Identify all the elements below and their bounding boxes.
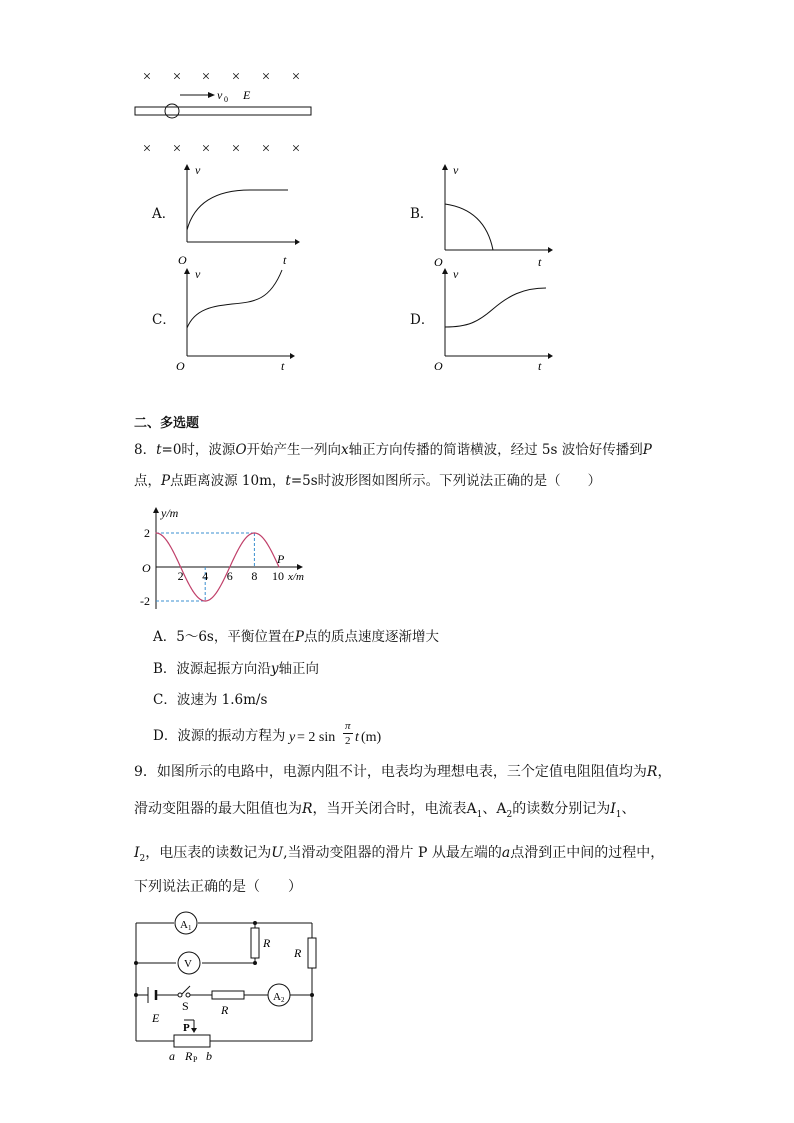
curve-c	[187, 270, 282, 328]
curve-d	[445, 288, 546, 327]
rod	[135, 107, 311, 115]
data-point	[192, 590, 193, 591]
field-label: E	[243, 88, 251, 102]
option-b-label: B．	[410, 206, 434, 222]
option-a-graph	[170, 160, 300, 270]
point-p-label: P	[277, 552, 285, 566]
q8-line2: 点，P点距离波源 10m，t=5s时波形图如图所示。下列说法正确的是（ ）	[134, 473, 602, 489]
data-point	[278, 566, 279, 567]
voltmeter-label: V	[184, 958, 192, 970]
velocity-subscript: 0	[224, 95, 228, 104]
axis-v: v	[453, 163, 459, 177]
option-c-label: C．	[152, 312, 176, 328]
data-point	[180, 566, 181, 567]
option-d-label: D．	[410, 312, 435, 328]
axis-v: v	[195, 267, 201, 281]
ammeter-a2-label: A	[273, 991, 281, 1003]
data-point	[217, 590, 218, 591]
q9-line3: $I_2$，电压表的读数记为U,当滑动变阻器的滑片 P 从最左端的a点滑到正中间的过程中，	[134, 845, 665, 864]
rheostat-end-a: a	[169, 1049, 175, 1063]
option-b-graph	[428, 160, 558, 270]
slider-label: P	[183, 1022, 190, 1034]
data-point	[205, 600, 206, 601]
field-mark: ×	[172, 141, 182, 157]
x-tick-label: 10	[272, 569, 284, 583]
rheostat-label: R	[185, 1049, 193, 1063]
switch-label: S	[182, 999, 189, 1013]
svg-text:2: 2	[281, 996, 285, 1004]
option-d-graph	[428, 264, 558, 374]
y-tick-label: -2	[140, 594, 150, 608]
option-c-graph	[170, 264, 300, 374]
q9-line2: 滑动变阻器的最大阻值也为R，当开关闭合时，电流表$A_1$、$A_2$的读数分别记为$I_1$、	[134, 801, 636, 820]
field-mark: ×	[172, 69, 182, 85]
axis-t: t	[538, 255, 542, 269]
origin: O	[434, 359, 443, 373]
q8-line1: 8．t=0时，波源O开始产生一列向x轴正方向传播的简谐横波，经过 5s 波恰好传播到P	[134, 442, 652, 458]
resistor-label: R	[263, 936, 271, 950]
origin: O	[434, 255, 443, 269]
data-point	[168, 542, 169, 543]
q9-line1: 9．如图所示的电路中，电源内阻不计，电表均为理想电表，三个定值电阻阻值均为R，	[134, 764, 672, 780]
q9-line4: 下列说法正确的是（ ）	[134, 879, 302, 895]
data-point	[266, 542, 267, 543]
data-point	[229, 566, 230, 567]
origin: O	[176, 359, 185, 373]
q8-option-b: B．波源起振方向沿y轴正向	[153, 661, 320, 677]
velocity-label: v	[217, 88, 223, 102]
ring	[165, 104, 179, 118]
field-mark: ×	[142, 69, 152, 85]
x-tick-label: 6	[226, 569, 233, 583]
resistor-label: R	[221, 1003, 229, 1017]
axis-t: t	[538, 359, 542, 373]
origin: O	[178, 253, 187, 267]
section-title: 二、多选题	[134, 416, 200, 431]
y-axis-arrow	[153, 507, 159, 513]
field-mark: ×	[201, 69, 211, 85]
curve-a	[187, 190, 288, 230]
field-mark: ×	[291, 141, 301, 157]
field-mark: ×	[261, 69, 271, 85]
field-mark: ×	[142, 141, 152, 157]
field-mark: ×	[291, 69, 301, 85]
field-mark: ×	[231, 141, 241, 157]
ammeter-a1-label: A	[180, 919, 188, 931]
axis-v: v	[195, 163, 201, 177]
circuit-diagram	[128, 908, 328, 1068]
q8-option-d: D．波源的振动方程为	[153, 728, 286, 744]
axis-t: t	[283, 253, 287, 267]
option-a-label: A．	[152, 206, 176, 222]
q8-option-a: A．5～6s，平衡位置在P点的质点速度逐渐增大	[153, 629, 439, 645]
origin-label: O	[142, 561, 151, 575]
svg-text:1: 1	[188, 924, 192, 932]
y-axis-label: y/m	[161, 506, 179, 520]
battery-label: E	[152, 1011, 160, 1025]
y-tick-label: 2	[144, 526, 150, 540]
x-tick-label: 8	[251, 569, 258, 583]
resistor-label: R	[294, 946, 302, 960]
field-mark: ×	[261, 141, 271, 157]
axis-v: v	[453, 267, 459, 281]
field-mark: ×	[231, 69, 241, 85]
data-point	[155, 532, 156, 533]
field-mark: ×	[201, 141, 211, 157]
wave-graph	[138, 505, 318, 615]
x-axis-label: x/m	[288, 571, 304, 583]
data-point	[254, 532, 255, 533]
axis-t: t	[281, 359, 285, 373]
curve-b	[445, 204, 493, 250]
q8-option-c: C．波速为 1.6m/s	[153, 692, 268, 708]
x-axis-arrow	[297, 564, 303, 570]
rheostat-end-b: b	[206, 1049, 212, 1063]
x-tick-label: 2	[177, 569, 184, 583]
data-point	[242, 542, 243, 543]
svg-text:P: P	[193, 1055, 198, 1064]
q7-field-figure	[128, 62, 318, 162]
x-tick-label: 4	[202, 569, 209, 583]
